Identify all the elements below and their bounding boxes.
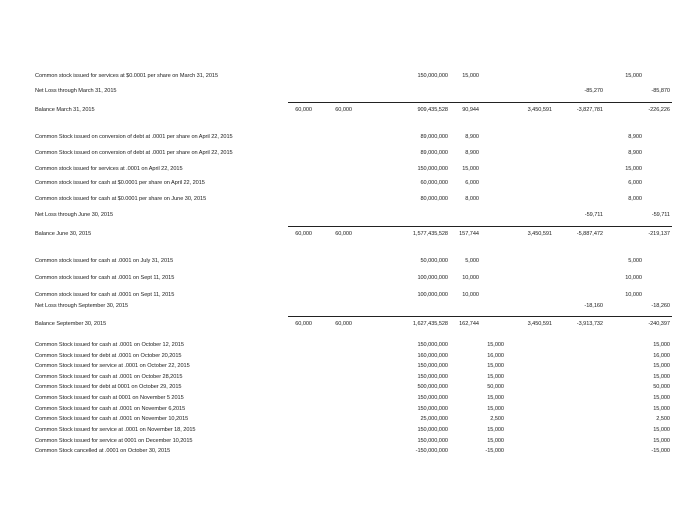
common-shares-cell: 150,000,000 <box>417 395 448 401</box>
balance-divider-line <box>288 102 672 103</box>
total-cell: -240,397 <box>648 321 670 327</box>
total-cell: 10,000 <box>625 292 642 298</box>
row-description: Common Stock issued on conversion of debt at .0001 per share on April 22, 2015 <box>35 134 233 140</box>
total-cell: 8,000 <box>628 196 642 202</box>
common-shares-cell: 1,577,435,528 <box>412 231 448 237</box>
row-description: Common stock issued for cash at $0.0001 per share on June 30, 2015 <box>35 196 207 202</box>
total-cell: -219,137 <box>648 231 670 237</box>
common-shares-cell: 150,000,000 <box>417 363 448 369</box>
total-cell: -226,226 <box>648 107 670 113</box>
total-cell: -15,000 <box>651 448 670 454</box>
common-amount-cell: 15,000 <box>462 166 479 172</box>
table-row <box>0 255 685 267</box>
accumulated-deficit-cell: -59,711 <box>584 212 603 218</box>
table-row <box>0 104 685 116</box>
common-amount-cell: 15,000 <box>487 406 504 412</box>
common-amount-cell: 16,000 <box>487 353 504 359</box>
table-row <box>0 300 685 312</box>
common-shares-cell: 100,000,000 <box>417 275 448 281</box>
row-description: Common stock issued for services at $0.0001 per share on March 31, 2015 <box>35 73 219 79</box>
table-row <box>0 147 685 159</box>
row-description: Balance March 31, 2015 <box>35 107 95 113</box>
common-shares-cell: 909,435,528 <box>417 107 448 113</box>
common-amount-cell: 15,000 <box>487 395 504 401</box>
total-cell: 2,500 <box>656 416 670 422</box>
total-cell: 15,000 <box>625 73 642 79</box>
row-description: Common Stock issued for cash at .0001 on November 10,2015 <box>35 416 189 422</box>
common-amount-cell: 2,500 <box>490 416 504 422</box>
total-cell: 15,000 <box>653 427 670 433</box>
common-shares-cell: 89,000,000 <box>420 150 448 156</box>
balance-divider-line <box>288 316 672 317</box>
common-amount-cell: 6,000 <box>465 180 479 186</box>
table-row <box>0 131 685 143</box>
common-shares-cell: 1,627,435,528 <box>412 321 448 327</box>
common-shares-cell: 500,000,000 <box>417 384 448 390</box>
common-shares-cell: 150,000,000 <box>417 342 448 348</box>
common-amount-cell: 90,944 <box>462 107 479 113</box>
row-description: Common stock issued for cash at .0001 on Sept 11, 2015 <box>35 275 175 281</box>
row-description: Common Stock issued for cash at .0001 on October 28,2015 <box>35 374 183 380</box>
table-row <box>0 177 685 189</box>
row-description: Common Stock issued for debt at .0001 on October 20,2015 <box>35 353 182 359</box>
row-description: Net Loss through March 31, 2015 <box>35 88 117 94</box>
total-cell: -18,260 <box>651 303 670 309</box>
common-shares-cell: 150,000,000 <box>417 73 448 79</box>
table-row <box>0 163 685 175</box>
total-cell: 5,000 <box>628 258 642 264</box>
common-amount-cell: -15,000 <box>485 448 504 454</box>
table-row <box>0 70 685 82</box>
row-description: Common Stock issued for service at 0001 on December 10,2015 <box>35 438 193 444</box>
total-cell: 15,000 <box>653 363 670 369</box>
row-description: Net Loss through June 30, 2015 <box>35 212 114 218</box>
accumulated-deficit-cell: -3,827,781 <box>576 107 603 113</box>
preferred-amount-cell: 60,000 <box>335 107 352 113</box>
total-cell: 15,000 <box>653 406 670 412</box>
total-cell: 15,000 <box>653 342 670 348</box>
row-description: Common stock issued for cash at $0.0001 per share on April 22, 2015 <box>35 180 205 186</box>
common-amount-cell: 50,000 <box>487 384 504 390</box>
common-shares-cell: 60,000,000 <box>420 180 448 186</box>
row-description: Common Stock issued for debt at 0001 on October 29, 2015 <box>35 384 182 390</box>
common-shares-cell: 80,000,000 <box>420 196 448 202</box>
common-shares-cell: 25,000,000 <box>420 416 448 422</box>
row-description: Common Stock issued on conversion of debt at .0001 per share on April 22, 2015 <box>35 150 233 156</box>
preferred-amount-cell: 60,000 <box>335 231 352 237</box>
common-shares-cell: -150,000,000 <box>415 448 448 454</box>
table-row <box>0 318 685 330</box>
common-shares-cell: 50,000,000 <box>420 258 448 264</box>
total-cell: 15,000 <box>653 374 670 380</box>
total-cell: 10,000 <box>625 275 642 281</box>
accumulated-deficit-cell: -3,913,732 <box>576 321 603 327</box>
preferred-shares-cell: 60,000 <box>295 321 312 327</box>
accumulated-deficit-cell: -5,887,472 <box>576 231 603 237</box>
total-cell: 8,900 <box>628 134 642 140</box>
common-amount-cell: 8,000 <box>465 196 479 202</box>
total-cell: 6,000 <box>628 180 642 186</box>
row-description: Common stock issued for services at .0001 on April 22, 2015 <box>35 166 183 172</box>
common-shares-cell: 150,000,000 <box>417 166 448 172</box>
common-amount-cell: 8,900 <box>465 134 479 140</box>
total-cell: 15,000 <box>653 395 670 401</box>
row-description: Balance September 30, 2015 <box>35 321 107 327</box>
row-description: Common stock issued for cash at .0001 on July 31, 2015 <box>35 258 174 264</box>
common-amount-cell: 15,000 <box>487 374 504 380</box>
total-cell: 8,900 <box>628 150 642 156</box>
common-shares-cell: 100,000,000 <box>417 292 448 298</box>
common-amount-cell: 15,000 <box>487 438 504 444</box>
common-amount-cell: 10,000 <box>462 275 479 281</box>
common-amount-cell: 15,000 <box>487 342 504 348</box>
preferred-shares-cell: 60,000 <box>295 107 312 113</box>
table-row <box>0 272 685 284</box>
total-cell: -85,870 <box>651 88 670 94</box>
preferred-amount-cell: 60,000 <box>335 321 352 327</box>
total-cell: 15,000 <box>653 438 670 444</box>
total-cell: 16,000 <box>653 353 670 359</box>
row-description: Common Stock issued for service at .0001 on November 18, 2015 <box>35 427 196 433</box>
table-row <box>0 445 685 457</box>
common-amount-cell: 15,000 <box>487 427 504 433</box>
common-amount-cell: 15,000 <box>462 73 479 79</box>
common-amount-cell: 162,744 <box>459 321 479 327</box>
row-description: Common Stock issued for service at .0001 on October 22, 2015 <box>35 363 190 369</box>
preferred-shares-cell: 60,000 <box>295 231 312 237</box>
paid-in-capital-cell: 3,450,591 <box>527 231 552 237</box>
table-row <box>0 193 685 205</box>
row-description: Common Stock issued for cash at 0001 on November 5 2015 <box>35 395 184 401</box>
common-amount-cell: 10,000 <box>462 292 479 298</box>
common-amount-cell: 157,744 <box>459 231 479 237</box>
row-description: Net Loss through September 30, 2015 <box>35 303 129 309</box>
common-amount-cell: 5,000 <box>465 258 479 264</box>
total-cell: 50,000 <box>653 384 670 390</box>
paid-in-capital-cell: 3,450,591 <box>527 107 552 113</box>
balance-divider-line <box>288 226 672 227</box>
common-shares-cell: 89,000,000 <box>420 134 448 140</box>
common-amount-cell: 8,900 <box>465 150 479 156</box>
table-row <box>0 85 685 97</box>
table-row <box>0 209 685 221</box>
accumulated-deficit-cell: -85,270 <box>584 88 603 94</box>
table-row <box>0 228 685 240</box>
row-description: Common Stock issued for cash at .0001 on November 6,2015 <box>35 406 186 412</box>
row-description: Common Stock cancelled at .0001 on October 30, 2015 <box>35 448 171 454</box>
total-cell: -59,711 <box>651 212 670 218</box>
common-shares-cell: 160,000,000 <box>417 353 448 359</box>
common-shares-cell: 150,000,000 <box>417 374 448 380</box>
common-shares-cell: 150,000,000 <box>417 406 448 412</box>
common-shares-cell: 150,000,000 <box>417 438 448 444</box>
common-amount-cell: 15,000 <box>487 363 504 369</box>
row-description: Balance June 30, 2015 <box>35 231 92 237</box>
total-cell: 15,000 <box>625 166 642 172</box>
row-description: Common stock issued for cash at .0001 on Sept 11, 2015 <box>35 292 175 298</box>
common-shares-cell: 150,000,000 <box>417 427 448 433</box>
row-description: Common Stock issued for cash at .0001 on October 12, 2015 <box>35 342 184 348</box>
accumulated-deficit-cell: -18,160 <box>584 303 603 309</box>
paid-in-capital-cell: 3,450,591 <box>527 321 552 327</box>
